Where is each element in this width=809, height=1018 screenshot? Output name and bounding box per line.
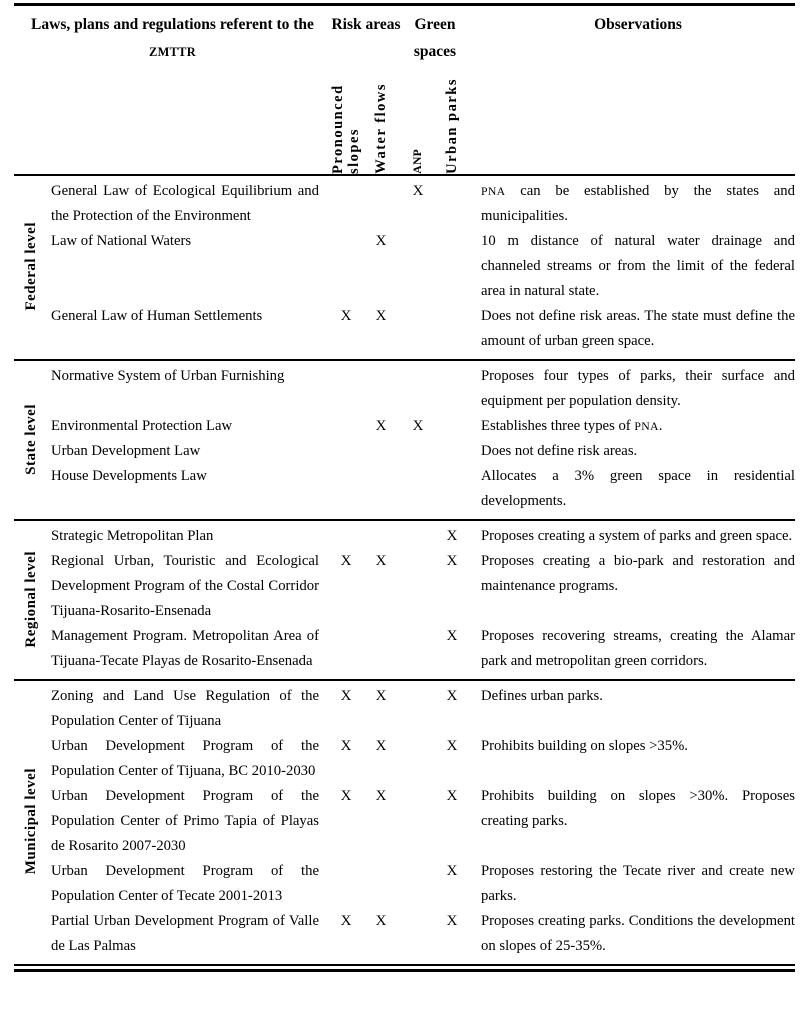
subheader-row	[14, 66, 795, 174]
section-state-level	[14, 359, 795, 519]
mark-urban-parks: X	[446, 553, 458, 569]
row-name: General Law of Ecological Equilibrium and the Protection of the Environment	[51, 183, 319, 224]
mark-urban-parks: X	[446, 788, 458, 804]
table-row	[47, 464, 795, 514]
row-observations: Proposes four types of parks, their surface and equipment per population density.	[481, 368, 795, 409]
mark-water-flows: X	[375, 913, 387, 929]
row-name: Law of National Waters	[51, 233, 192, 249]
section-label-municipal-level: Municipal level	[22, 768, 39, 875]
section-label-regional-level: Regional level	[22, 550, 39, 648]
subheader-anp: ANP	[411, 149, 424, 174]
table-row	[47, 414, 795, 439]
subheader-pronounced-slopes: Pronounced slopes	[330, 84, 362, 174]
subheader-water-flows: Water flows	[373, 83, 389, 174]
section-municipal-level	[14, 679, 795, 964]
mark-water-flows: X	[375, 308, 387, 324]
table-bottom-rule	[14, 964, 795, 972]
table-row	[47, 909, 795, 959]
section-regional-level	[14, 519, 795, 679]
row-name: Zoning and Land Use Regulation of the Population Center of Tijuana	[51, 688, 319, 729]
row-name: Urban Development Program of the Population Center of Tijuana, BC 2010-2030	[51, 738, 319, 779]
mark-urban-parks: X	[446, 688, 458, 704]
row-observations: Prohibits building on slopes >35%.	[481, 738, 688, 754]
mark-water-flows: X	[375, 553, 387, 569]
table-row	[47, 784, 795, 859]
row-name: Urban Development Program of the Population Center of Tecate 2001-2013	[51, 863, 319, 904]
row-name: Environmental Protection Law	[51, 418, 233, 434]
mark-water-flows: X	[375, 688, 387, 704]
regulations-table	[14, 3, 795, 972]
row-observations: Defines urban parks.	[481, 688, 603, 704]
row-observations: Allocates a 3% green space in residential developments.	[481, 468, 795, 509]
mark-urban-parks: X	[446, 863, 458, 879]
table-row	[47, 439, 795, 464]
table-row	[47, 524, 795, 549]
mark-pronounced-slopes: X	[340, 688, 352, 704]
row-name: Urban Development Program of the Population Center of Primo Tapia of Playas de Rosarito 2007-2030	[51, 788, 319, 854]
mark-water-flows: X	[375, 233, 387, 249]
mark-anp: X	[412, 183, 424, 199]
row-observations: Does not define risk areas. The state must define the amount of urban green space.	[481, 308, 795, 349]
row-observations: Proposes creating a bio-park and restoration and maintenance programs.	[481, 553, 795, 594]
mark-urban-parks: X	[446, 528, 458, 544]
mark-pronounced-slopes: X	[340, 738, 352, 754]
mark-pronounced-slopes: X	[340, 553, 352, 569]
section-label-federal-level: Federal level	[22, 222, 39, 311]
mark-pronounced-slopes: X	[340, 788, 352, 804]
table-row	[47, 179, 795, 229]
mark-water-flows: X	[375, 738, 387, 754]
row-name: Management Program. Metropolitan Area of Tijuana-Tecate Playas de Rosarito-Ensenada	[51, 628, 319, 669]
row-observations: 10 m distance of natural water drainage and channeled streams or from the limit of the federal area in natural state.	[481, 233, 795, 299]
section-federal-level	[14, 176, 795, 359]
table-row	[47, 549, 795, 624]
mark-urban-parks: X	[446, 628, 458, 644]
mark-water-flows: X	[375, 788, 387, 804]
subheader-urban-parks: Urban parks	[444, 78, 460, 174]
mark-pronounced-slopes: X	[340, 913, 352, 929]
row-observations: Proposes creating a system of parks and green space.	[481, 528, 793, 544]
mark-urban-parks: X	[446, 913, 458, 929]
header-observations: Observations	[594, 16, 682, 33]
row-name: Strategic Metropolitan Plan	[51, 528, 214, 544]
row-observations: Proposes recovering streams, creating the Alamar park and metropolitan green corridors.	[481, 628, 795, 669]
row-name: General Law of Human Settlements	[51, 308, 263, 324]
header-risk-areas: Risk areas	[331, 16, 401, 33]
table-header	[14, 6, 795, 176]
row-name: Regional Urban, Touristic and Ecological Development Program of the Costal Corridor Tijuana-Rosarito-Ensenada	[51, 553, 319, 619]
header-laws-column-title: Laws, plans and regulations referent to the ZMTTR	[31, 16, 314, 59]
row-name: Normative System of Urban Furnishing	[51, 368, 285, 384]
row-name: Partial Urban Development Program of Valle de Las Palmas	[51, 913, 319, 954]
header-green-spaces: Green spaces	[413, 16, 457, 60]
table-row	[47, 859, 795, 909]
row-observations: Proposes restoring the Tecate river and create new parks.	[481, 863, 795, 904]
mark-water-flows: X	[375, 418, 387, 434]
row-observations: PNA can be established by the states and municipalities.	[481, 183, 795, 224]
table-row	[47, 364, 795, 414]
section-label-state-level: State level	[22, 403, 39, 475]
table-row	[47, 624, 795, 674]
mark-anp: X	[412, 418, 424, 434]
mark-pronounced-slopes: X	[340, 308, 352, 324]
table-row	[47, 734, 795, 784]
mark-urban-parks: X	[446, 738, 458, 754]
table-row	[47, 304, 795, 354]
row-name: House Developments Law	[51, 468, 207, 484]
table-row	[47, 229, 795, 304]
row-observations: Proposes creating parks. Conditions the development on slopes of 25-35%.	[481, 913, 795, 954]
row-observations: Establishes three types of PNA.	[481, 418, 663, 434]
row-observations: Does not define risk areas.	[481, 443, 638, 459]
row-observations: Prohibits building on slopes >30%. Proposes creating parks.	[481, 788, 795, 829]
row-name: Urban Development Law	[51, 443, 201, 459]
table-row	[47, 684, 795, 734]
paper-table-page	[0, 3, 809, 1018]
